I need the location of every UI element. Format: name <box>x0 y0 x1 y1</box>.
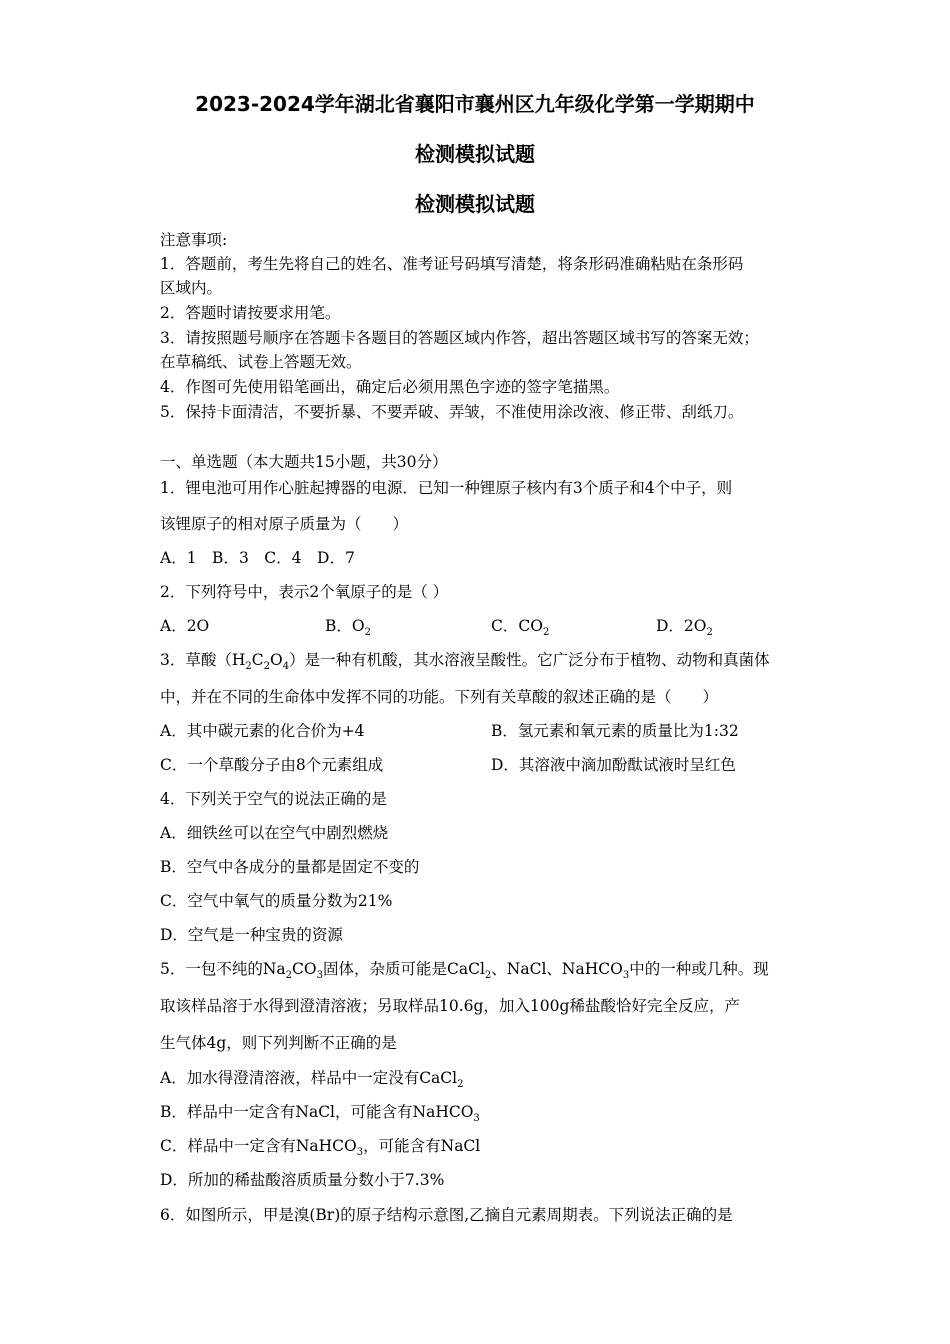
q5-stem-line2: 取该样品溶于水得到澄清溶液；另取样品10.6g，加入100g稀盐酸恰好完全反应，产 <box>160 997 740 1015</box>
q3-option-a: A．其中碳元素的化合价为+4 <box>160 722 365 740</box>
q2-option-b: B．$O_2$ <box>325 617 371 639</box>
notice-item-1: 1．答题前，考生先将自己的姓名、准考证号码填写清楚，将条形码准确粘贴在条形码 <box>160 255 744 273</box>
q2-stem: 2．下列符号中，表示2个氧原子的是（ ） <box>160 583 449 601</box>
notice-item-4: 4．作图可先使用铅笔画出，确定后必须用黑色字迹的签字笔描黑。 <box>160 378 620 396</box>
q5-option-b: B．样品中一定含有NaCl，可能含有NaHCO$_3$ <box>160 1103 480 1125</box>
notice-item-3: 3．请按照题号顺序在答题卡各题目的答题区域内作答，超出答题区域书写的答案无效； <box>160 329 759 347</box>
q5-stem-line3: 生气体4g，则下列判断不正确的是 <box>160 1034 397 1052</box>
exam-subtitle: 检测模拟试题 <box>415 192 535 216</box>
q6-stem: 6．如图所示，甲是溴(Br)的原子结构示意图,乙摘自元素周期表。下列说法正确的是 <box>160 1206 733 1224</box>
q1-stem-line1: 1．锂电池可用作心脏起搏器的电源．已知一种锂原子核内有3个质子和4个中子，则 <box>160 479 733 497</box>
notice-item-5: 5．保持卡面清洁，不要折暴、不要弄破、弄皱，不准使用涂改液、修正带、刮纸刀。 <box>160 403 744 421</box>
exam-title-line1: 2023-2024学年湖北省襄阳市襄州区九年级化学第一学期期中 <box>195 92 755 116</box>
q4-stem: 4．下列关于空气的说法正确的是 <box>160 790 387 808</box>
q4-option-a: A．细铁丝可以在空气中剧烈燃烧 <box>160 824 389 842</box>
q5-option-c: C．样品中一定含有NaHCO$_3$，可能含有NaCl <box>160 1137 481 1159</box>
q1-options: A．1 B．3 C．4 D．7 <box>160 549 355 567</box>
q5-stem-line1: 5．一包不纯的$Na_2CO_3$固体，杂质可能是CaCl$_2$、NaCl、NaHCO$_3$中的一种或几种。现 <box>160 960 769 982</box>
exam-title-line2: 检测模拟试题 <box>415 142 535 166</box>
q5-option-d: D．所加的稀盐酸溶质质量分数小于7.3% <box>160 1171 445 1189</box>
q5-option-a: A．加水得澄清溶液，样品中一定没有CaCl$_2$ <box>160 1069 464 1091</box>
notice-heading: 注意事项: <box>160 231 228 249</box>
notice-item-3-cont: 在草稿纸、试卷上答题无效。 <box>160 353 362 371</box>
q3-stem-line2: 中，并在不同的生命体中发挥不同的功能。下列有关草酸的叙述正确的是（ ） <box>160 688 719 706</box>
q2-option-c: C．$CO_2$ <box>491 617 550 639</box>
q3-stem-line1: 3．草酸$(H_2C_2O_4)$是一种有机酸，其水溶液呈酸性。它广泛分布于植物、动物和真菌体 <box>160 651 770 673</box>
q2-option-a: A．2O <box>160 617 210 635</box>
q2-option-d: D．$2O_2$ <box>656 617 713 639</box>
q3-option-d: D．其溶液中滴加酚酞试液时呈红色 <box>491 756 736 774</box>
q4-option-c: C．空气中氧气的质量分数为21% <box>160 892 393 910</box>
q3-option-c: C．一个草酸分子由8个元素组成 <box>160 756 384 774</box>
notice-item-1-cont: 区域内。 <box>160 279 223 297</box>
q3-option-b: B．氢元素和氧元素的质量比为1:32 <box>491 722 739 740</box>
q1-stem-line2: 该锂原子的相对原子质量为（ ） <box>160 515 409 533</box>
q4-option-b: B．空气中各成分的量都是固定不变的 <box>160 858 420 876</box>
notice-item-2: 2．答题时请按要求用笔。 <box>160 304 341 322</box>
q4-option-d: D．空气是一种宝贵的资源 <box>160 926 343 944</box>
section-heading: 一、单选题（本大题共15小题，共30分） <box>160 453 448 471</box>
